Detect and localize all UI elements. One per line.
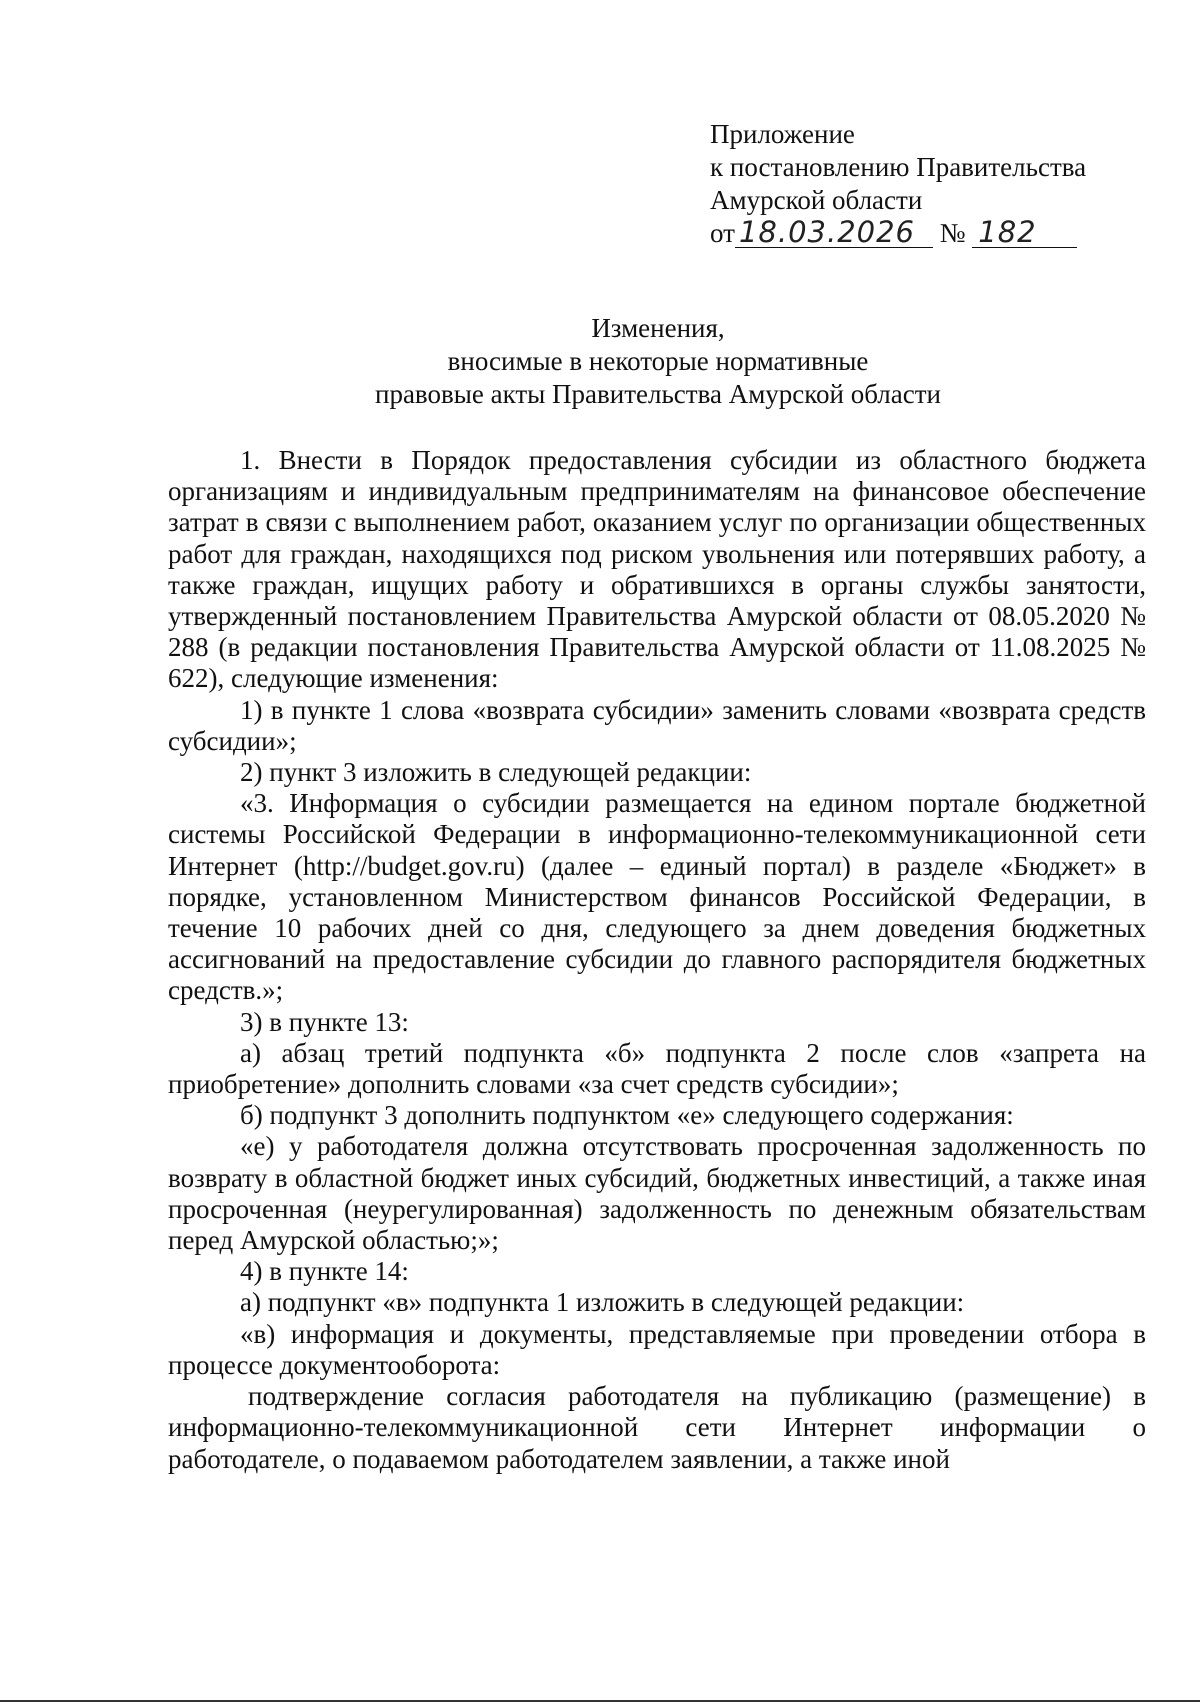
paragraph-1: 1. Внести в Порядок предоставления субсидии из областного бюджета организациям и индивидуальным предпринимателям на финансовое обеспечение затрат в связи с выполнением работ, оказанием услуг по организации общественных работ для граждан, находящихся под риском увольнения или потерявших работу, а также граждан, ищущих работу и обратившихся в органы службы занятости, утвержденный постановлением Правительства Амурской области от 08.05.2020 № 288 (в редакции постановления Правительства Амурской области от 11.08.2025 № 622), следующие изменения: <box>168 445 1146 694</box>
appendix-date-line <box>710 217 1086 250</box>
number-prefix: № <box>939 218 966 248</box>
paragraph-3: 2) пункт 3 изложить в следующей редакции: <box>240 757 752 788</box>
title-line-3: правовые акты Правительства Амурской области <box>375 379 941 409</box>
scan-edge-line <box>0 1700 1200 1702</box>
document-title <box>168 312 1148 411</box>
appendix-line-2: к постановлению Правительства <box>710 152 1087 182</box>
title-line-2: вносимые в некоторые нормативные <box>447 346 869 376</box>
handwritten-date: 18.03.2026 <box>735 217 933 248</box>
paragraph-5: 3) в пункте 13: <box>240 1006 409 1037</box>
document-body <box>168 445 1146 1475</box>
handwritten-number: 182 <box>972 217 1076 248</box>
title-line-1: Изменения, <box>591 313 725 343</box>
paragraph-12: подтверждение согласия работодателя на публикацию (размещение) в информационно-телекоммуникационной сети Интернет информации о работодателе, о подаваемом работодателем заявлении, а также иной <box>168 1381 1146 1474</box>
paragraph-9: 4) в пункте 14: <box>240 1256 409 1287</box>
date-prefix: от <box>710 218 735 248</box>
paragraph-8: «е) у работодателя должна отсутствовать просроченная задолженность по возврату в областной бюджет иных субсидий, бюджетных инвестиций, а также иная просроченная (неурегулированная) задолженность по денежным обязательствам перед Амурской областью;»; <box>168 1131 1146 1256</box>
paragraph-4: «3. Информация о субсидии размещается на едином портале бюджетной системы Российской Федерации в информационно-телекоммуникационной сети Интернет (http://budget.gov.ru) (далее – единый портал) в разделе «Бюджет» в порядке, установленном Министерством финансов Российской Федерации, в течение 10 рабочих дней со дня, следующего за днем доведения бюджетных ассигнований на предоставление субсидии до главного распорядителя бюджетных средств.»; <box>168 788 1146 1006</box>
paragraph-11: «в) информация и документы, представляемые при проведении отбора в процессе документооборота: <box>168 1318 1146 1380</box>
paragraph-2: 1) в пункте 1 слова «возврата субсидии» заменить словами «возврата средств субсидии»; <box>168 694 1146 756</box>
appendix-line-3: Амурской области <box>710 185 923 215</box>
paragraph-6: а) абзац третий подпункта «б» подпункта 2 после слов «запрета на приобретение» дополнить словами «за счет средств субсидии»; <box>168 1037 1146 1100</box>
paragraph-7: б) подпункт 3 дополнить подпунктом «е» следующего содержания: <box>240 1100 1014 1131</box>
appendix-line-1: Приложение <box>710 119 855 149</box>
paragraph-10: а) подпункт «в» подпункта 1 изложить в следующей редакции: <box>240 1287 965 1318</box>
appendix-block <box>710 118 1086 250</box>
